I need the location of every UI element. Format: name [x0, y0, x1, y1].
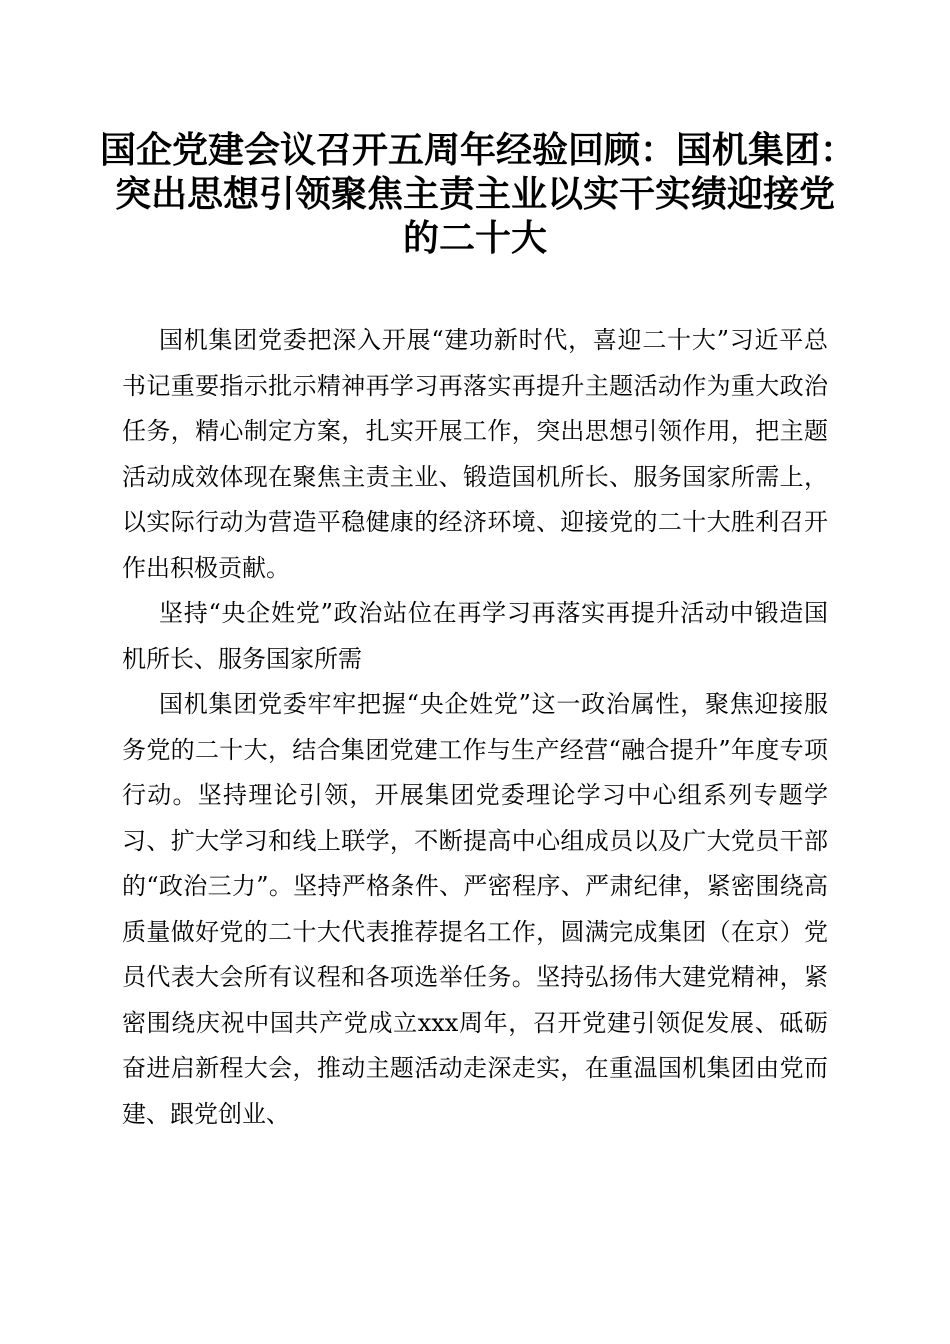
title-line-3: 的二十大: [402, 217, 547, 259]
paragraph-section-heading: 坚持“央企姓党”政治站位在再学习再落实再提升活动中锻造国机所长、服务国家所需: [122, 599, 828, 673]
title-line-2: 突出思想引领聚焦主责主业以实干实绩迎接党: [114, 173, 835, 215]
title-line-1: 国企党建会议召开五周年经验回顾：国机集团：: [100, 129, 857, 171]
document-body: [122, 318, 828, 1137]
paragraph-detail: 国机集团党委牢牢把握“央企姓党”这一政治属性，聚焦迎接服务党的二十大，结合集团党建工作与生产经营“融合提升”年度专项行动。坚持理论引领，开展集团党委理论学习中心组系列专题学习、扩大学习和线上联学，不断提高中心组成员以及广大党员干部的“政治三力”。坚持严格条件、严密程序、严肃纪律，紧密围绕高质量做好党的二十大代表推荐提名工作，圆满完成集团（在京）党员代表大会所有议程和各项选举任务。坚持弘扬伟大建党精神，紧密围绕庆祝中国共产党成立xxx周年，召开党建引领促发展、砥砺奋进启新程大会，推动主题活动走深走实，在重温国机集团由党而建、跟党创业、: [122, 690, 828, 1128]
paragraph-intro: 国机集团党委把深入开展“建功新时代，喜迎二十大”习近平总书记重要指示批示精神再学习再落实再提升主题活动作为重大政治任务，精心制定方案，扎实开展工作，突出思想引领作用，把主题活动成效体现在聚焦主责主业、锻造国机所长、服务国家所需上，以实际行动为营造平稳健康的经济环境、迎接党的二十大胜利召开作出积极贡献。: [122, 326, 828, 582]
document-title: [100, 128, 857, 260]
